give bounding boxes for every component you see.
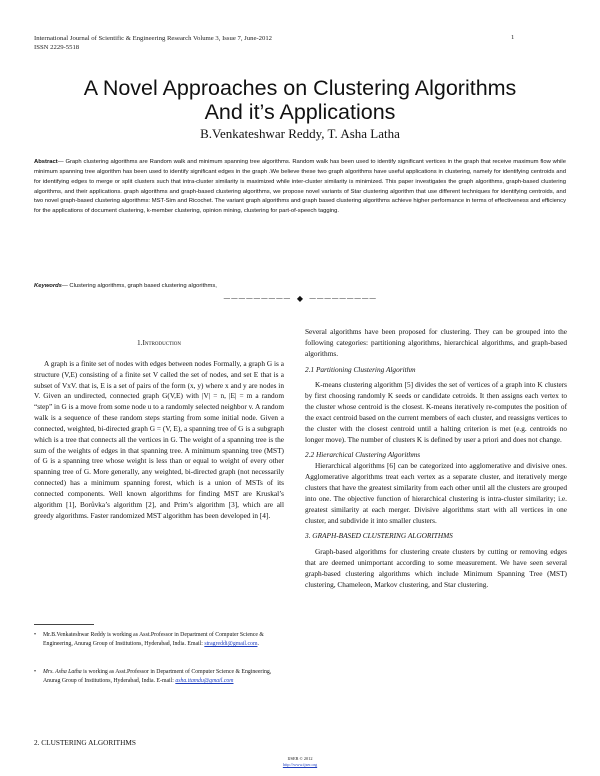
abstract-text: — Graph clustering algorithms are Random walk and minimum spanning tree algorithms. Random walk has been used to identify significant vertices in the graph that receive maximum flow while minimum spanning tree algorithm has been used to identify significant edges in the graph .We believe these two graph algorithms have useful applications in clustering, namely for identifying centroids and for identifying edges to merge or split clusters such that intra-cluster similarity is maximized while inter-cluster similarity is minimized. This paper investigates the graph algorithms, graph-based clustering algorithms, and their applications. graph algorithms and graph-based clustering algorithms, we propose novel variants of Star clustering algorithm that use different techniques for identifying centroids, and two novel graph-based clustering algorithms: MST-Sim and Ricochet. The variant graph algorithms and graph based clustering algorithms achieve higher performance in terms of effectiveness and efficiency for the applications of document clustering, k-member clustering, opinion mining, clustering for part-of-speech tagging. [34,159,566,215]
section-1-number: 1. [136,338,143,347]
section-1-heading [34,338,284,349]
title-line-2: And it’s Applications [204,100,396,124]
keywords [34,282,566,291]
footnote-bullet: • [34,632,37,638]
section-3-heading: 3. GRAPH-BASED CLUSTERING ALGORITHMS [305,531,453,541]
divider-dashes-left: ————————— [223,294,291,302]
journal-header [34,34,272,52]
footnote-2-name: Mrs. Asha Latha [43,669,82,675]
footnote-rule [34,624,94,625]
section-2-heading: 2. CLUSTERING ALGORITHMS [34,738,136,747]
left-column [34,338,284,522]
subsection-2-2-paragraph: Hierarchical algorithms [6] can be categorized into agglomerative and divisive ones. Agglomerative algorithms treat each vertex as a separate cluster, and iteratively merge clusters that have the greatest similarity from each other until all the clusters are grouped into one. The objective function of hierarchical clustering is intra-cluster similarity; i.e. greatest similarity at each merger. Divisive algorithms start with all vertices in one cluster, and subdivide it into smaller clusters. [305,461,567,525]
section-3-paragraph: Graph-based algorithms for clustering create clusters by cutting or removing edges that are deemed unimportant according to some measurement. We have seen several graph-based clustering algorithms which include Minimum Spanning Tree (MST) clustering, Chameleon, Markov clustering, and Star clustering. [305,547,567,589]
footnote-bullet: • [34,669,37,675]
footnote-2-text: is working as Asst.Professor in Department of Computer Science & Engineering, Anurag Group of Institutions, Hyderabad, India. E-mail: [43,669,272,684]
page-number: 1 [511,34,515,41]
keywords-label: Keywords [34,283,62,289]
journal-line: International Journal of Scientific & Engineering Research Volume 3, Issue 7, June-2012 [34,35,273,42]
page-footer [200,756,400,768]
abstract [34,158,566,217]
subsection-2-1-paragraph: K-means clustering algorithm [5] divides the set of vertices of a graph into K clusters by first choosing randomly K seeds or candidate cetroids. It then assigns each vertex to the cluster whose centroid is the closest. K-means iteratively re-computes the position of the exact centroid based on the current members of each cluster, and reassigns vertices to the cluster with the closest centroid until a halting criterion is met (e.g. centroids no longer move). The number of clusters K is defined by user a priori and does not change. [305,380,567,444]
subsection-2-2-heading: 2.2 Hierarchical Clustering Algorithms [305,450,421,460]
intro-paragraph: A graph is a finite set of nodes with edges between nodes Formally, a graph G is a structure (V,E) consisting of a finite set V called the set of nodes, and set E that is a subset of VxV. that is, E is a set of pairs of the form (x, y) where x and y are nodes in V. Given an undirected, connected graph G(V,E) with |V| = n, |E| = m a random “step” in G is a move from some node u to a randomly selected neighbor v. A random walk is a sequence of these random steps starting from some initial node. Given a connected, weighted, bi-directed graph G = (V, E), a spanning tree of G is a subgraph which is a tree that connects all the vertices in G. The weight of a spanning tree is the sum of the weights of edges in that spanning tree. A minimum spanning tree (MST) of G is a spanning tree whose weight is less than or equal to weight of every other spanning tree of G. More generally, any weighted, bi-directed graph (not necessarily connected) has a minimum spanning forest, which is a union of MSTs of its connected components. Well known algorithms for finding MST are Kruskal’s algorithm [1], Borůvka’s algorithm [2], and Prim’s algorithm [3], which are all greedy algorithms. Faster randomized MST algorithm has been developed in [4]. [34,358,284,520]
email-link-2[interactable]: asha.ttamdu@gmail.com [175,677,234,684]
footnote-1-tail: . [257,640,259,647]
title-line-1: A Novel Approaches on Clustering Algorithms [83,76,517,100]
section-divider [174,293,426,303]
email-link-1[interactable]: stragreddi@gmail.com [204,640,258,647]
diamond-icon: ◆ [296,293,304,303]
divider-dashes-right: ————————— [309,294,377,302]
right-column [305,327,567,591]
clustering-intro-paragraph: Several algorithms have been proposed for clustering. They can be grouped into the following categories: partitioning algorithms, hierarchical algorithms, and graph-based algorithms. [305,327,567,358]
footer-copyright: IJSER © 2012 [287,756,313,761]
subsection-2-1-heading: 2.1 Partitioning Clustering Algorithm [305,364,416,374]
footnote-1-text: Mr.B.Venkateshwar Reddy is working as Asst.Professor in Department of Computer Science & Engineering, Anurag Group of Institutions, Hyderabad, India. Email: [43,632,264,647]
keywords-text: — Clustering algorithms, graph based clustering algorithms, [61,283,217,289]
footnote-author-1 [34,631,284,649]
issn: ISSN 2229-5518 [34,44,80,51]
authors: B.Venkateshwar Reddy, T. Asha Latha [200,126,400,141]
footer-url-link[interactable]: http://www.ijser.org [282,762,318,767]
section-1-title: Introduction [142,338,182,347]
paper-title [20,76,580,124]
abstract-label: Abstract [34,159,58,165]
footnote-author-2 [34,668,284,686]
